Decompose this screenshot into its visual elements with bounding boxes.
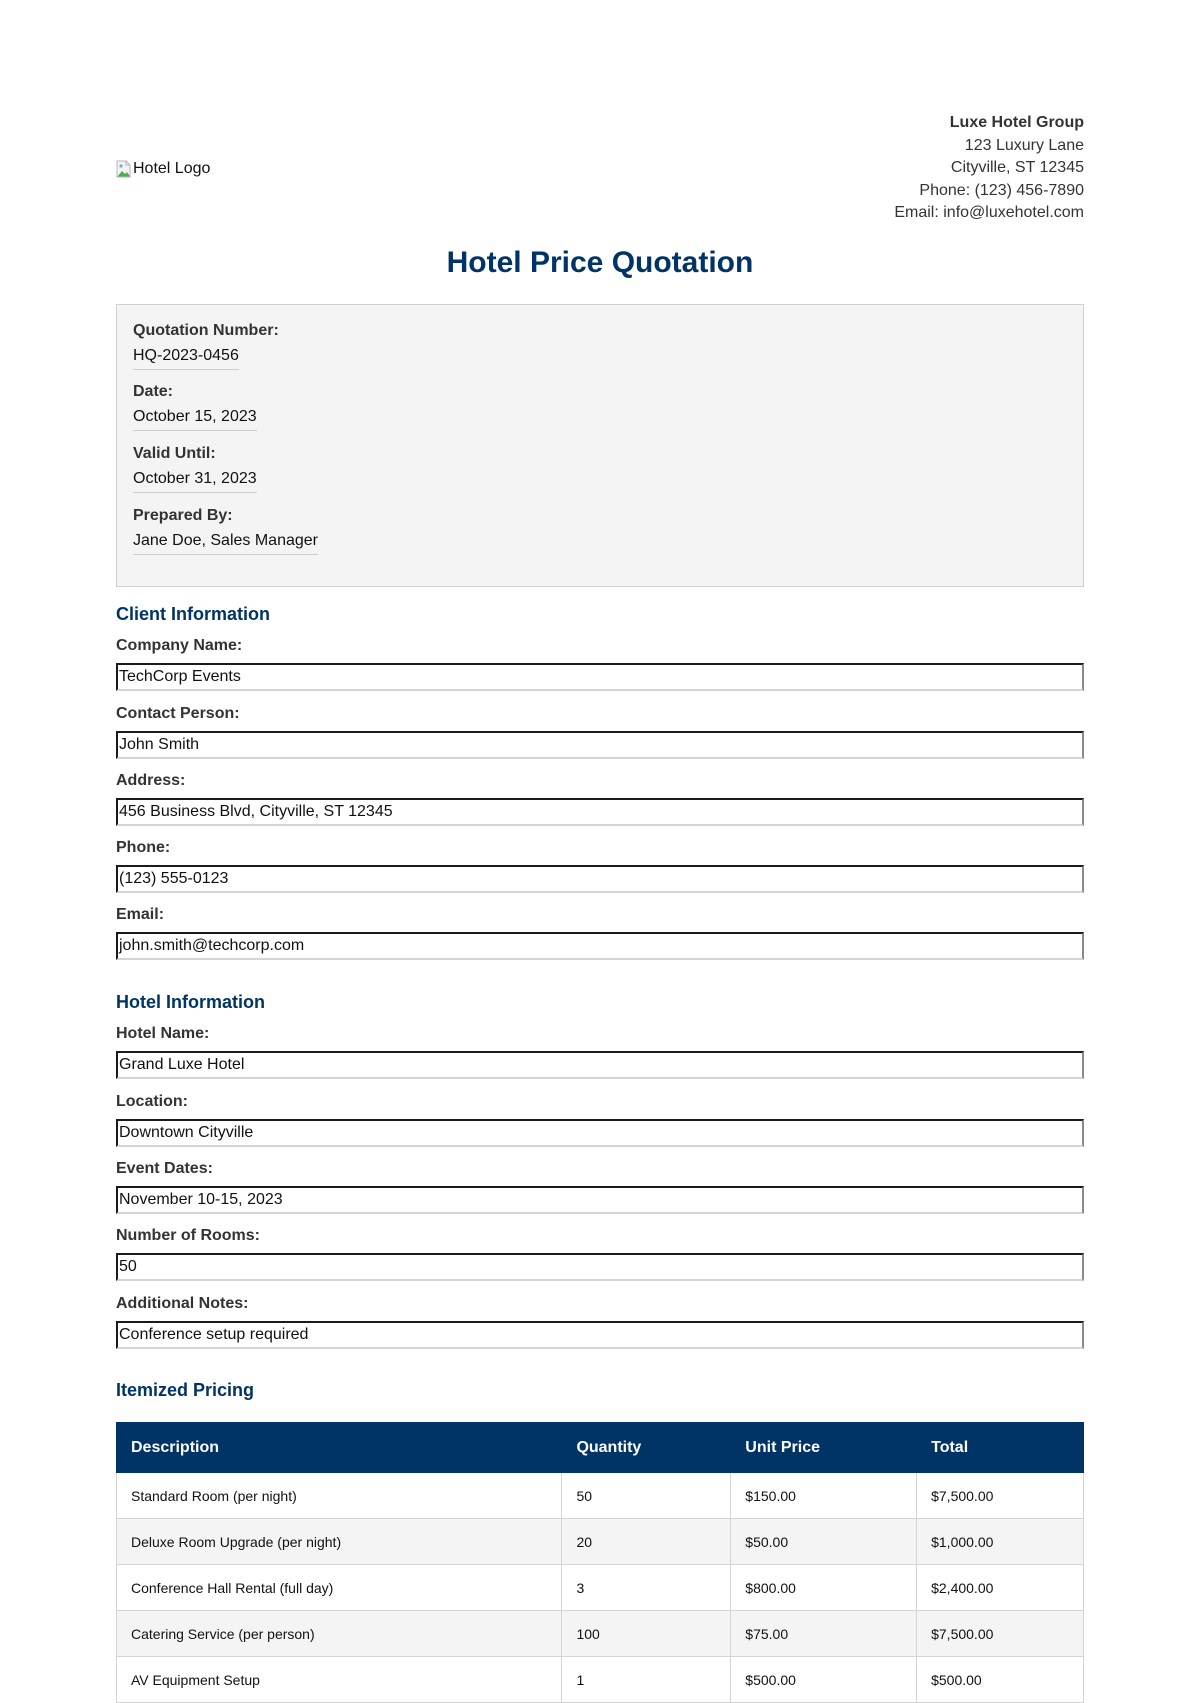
pricing-header-row [117,1423,1084,1473]
cell-quantity: 50 [562,1473,731,1519]
event-dates-label: Event Dates: [116,1160,213,1177]
quotation-date [133,382,257,431]
quotation-number-label: Quotation Number: [133,322,279,339]
valid-until-value: October 31, 2023 [133,469,257,493]
cell-unit-price: $800.00 [731,1565,917,1611]
company-info [894,112,1084,225]
broken-image-icon [116,160,132,178]
hotel-name-label: Hotel Name: [116,1025,210,1042]
column-header-unit-price: Unit Price [731,1423,917,1473]
quotation-date-value: October 15, 2023 [133,407,257,431]
contact-person-field [116,704,1084,753]
cell-unit-price: $500.00 [731,1657,917,1703]
table-row [117,1473,1084,1519]
contact-person-input[interactable]: John Smith [116,731,1084,759]
cell-description: Conference Hall Rental (full day) [117,1565,562,1611]
quotation-number-value: HQ-2023-0456 [133,346,239,370]
column-header-quantity: Quantity [562,1423,731,1473]
document-header [116,0,1084,232]
contact-person-label: Contact Person: [116,705,240,722]
cell-quantity: 1 [562,1657,731,1703]
quotation-valid-until [133,444,257,493]
cell-total: $500.00 [917,1657,1084,1703]
valid-until-label: Valid Until: [133,445,216,462]
table-row [117,1611,1084,1657]
hotel-name-input[interactable]: Grand Luxe Hotel [116,1051,1084,1079]
additional-notes-input[interactable]: Conference setup required [116,1321,1084,1349]
prepared-by-label: Prepared By: [133,507,233,524]
column-header-description: Description [117,1423,562,1473]
hotel-info-heading: Hotel Information [116,992,265,1012]
cell-description: Deluxe Room Upgrade (per night) [117,1519,562,1565]
company-email: Email: info@luxehotel.com [894,204,1084,221]
cell-quantity: 20 [562,1519,731,1565]
cell-quantity: 3 [562,1565,731,1611]
address-input[interactable]: 456 Business Blvd, Cityville, ST 12345 [116,798,1084,826]
column-header-total: Total [917,1423,1084,1473]
cell-total: $2,400.00 [917,1565,1084,1611]
email-label: Email: [116,906,165,923]
client-info-heading: Client Information [116,604,270,624]
cell-unit-price: $150.00 [731,1473,917,1519]
number-of-rooms-field [116,1226,1084,1275]
event-dates-input[interactable]: November 10-15, 2023 [116,1186,1084,1214]
table-row [117,1565,1084,1611]
address-label: Address: [116,772,186,789]
address-field [116,771,1084,820]
email-field [116,905,1084,954]
quotation-date-label: Date: [133,383,174,400]
table-row [117,1519,1084,1565]
table-row [117,1657,1084,1703]
additional-notes-label: Additional Notes: [116,1295,249,1312]
cell-total: $7,500.00 [917,1473,1084,1519]
phone-field [116,838,1084,887]
company-name-field [116,636,1084,685]
page-title: Hotel Price Quotation [446,246,754,279]
quotation-details-box [116,304,1084,587]
company-phone: Phone: (123) 456-7890 [919,181,1084,199]
company-address-line2: Cityville, ST 12345 [950,159,1084,176]
phone-input[interactable]: (123) 555-0123 [116,865,1084,893]
quotation-page [116,0,1084,1688]
hotel-name-field [116,1024,1084,1073]
prepared-by-value: Jane Doe, Sales Manager [133,531,318,555]
additional-notes-field [116,1294,1084,1343]
quotation-prepared-by [133,506,318,555]
email-input[interactable]: john.smith@techcorp.com [116,932,1084,960]
location-field [116,1092,1084,1141]
logo-alt-text: Hotel Logo [133,160,211,177]
location-label: Location: [116,1093,188,1110]
cell-quantity: 100 [562,1611,731,1657]
company-name: Luxe Hotel Group [949,114,1084,131]
cell-description: Catering Service (per person) [117,1611,562,1657]
pricing-table [116,1422,1084,1703]
hotel-logo [116,160,210,178]
phone-label: Phone: [116,839,171,856]
quotation-number [133,321,279,370]
cell-unit-price: $75.00 [731,1611,917,1657]
cell-total: $7,500.00 [917,1611,1084,1657]
company-name-input[interactable]: TechCorp Events [116,663,1084,691]
number-of-rooms-input[interactable]: 50 [116,1253,1084,1281]
cell-description: AV Equipment Setup [117,1657,562,1703]
location-input[interactable]: Downtown Cityville [116,1119,1084,1147]
company-address-line1: 123 Luxury Lane [964,136,1084,154]
company-name-label: Company Name: [116,637,243,654]
number-of-rooms-label: Number of Rooms: [116,1227,260,1244]
cell-unit-price: $50.00 [731,1519,917,1565]
itemized-pricing-heading: Itemized Pricing [116,1380,255,1400]
cell-description: Standard Room (per night) [117,1473,562,1519]
event-dates-field [116,1159,1084,1208]
cell-total: $1,000.00 [917,1519,1084,1565]
